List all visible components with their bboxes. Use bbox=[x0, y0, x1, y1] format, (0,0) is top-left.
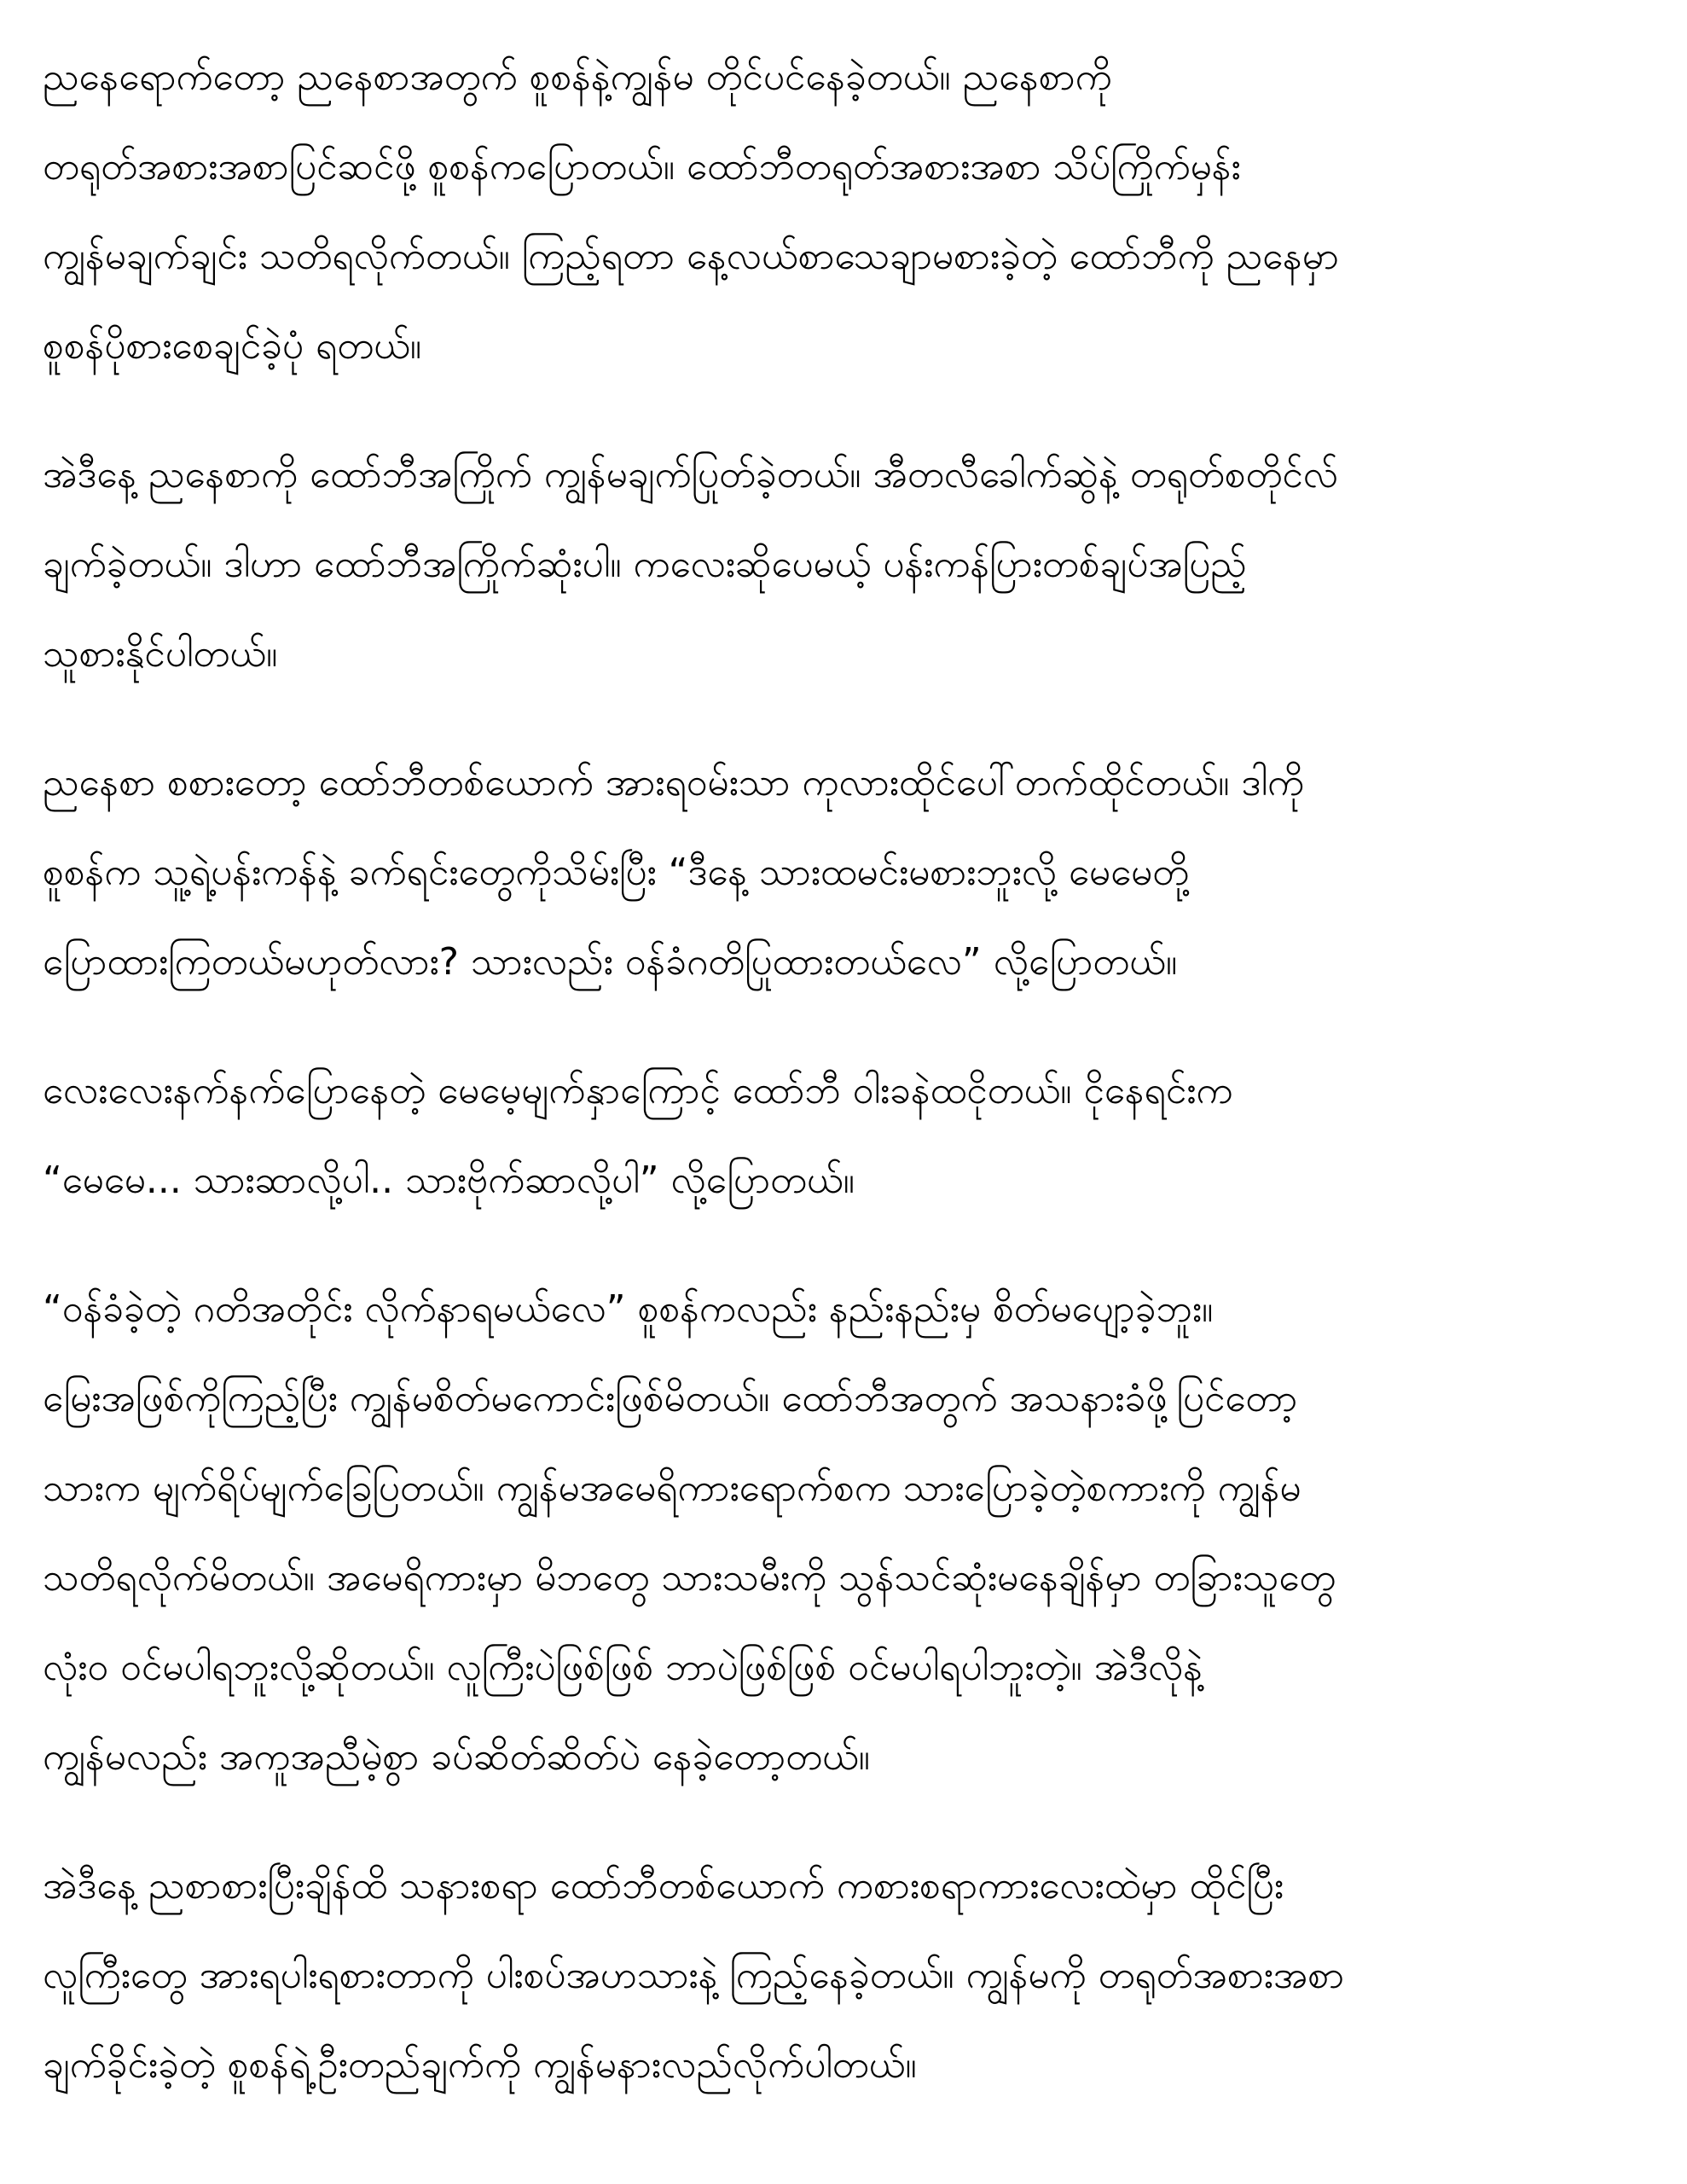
paragraph-line: ချက်ခိုင်းခဲ့တဲ့ စူစန်ရဲ့ဦးတည်ချက်ကို ကျွန်မနားလည်လိုက်ပါတယ်။ bbox=[43, 2043, 917, 2087]
paragraph-3 bbox=[43, 738, 1644, 1007]
paragraph-line: အဲဒီနေ့ ညနေစာကို ထော်ဘီအကြိုက် ကျွန်မချက်ပြုတ်ခဲ့တယ်။ အီတလီခေါက်ဆွဲနဲ့ တရုတ်စတိုင်လ် bbox=[43, 453, 1339, 497]
paragraph-line: လူကြီးတွေ အားရပါးရစားတာကို ပါးစပ်အဟသားနဲ့ ကြည့်နေခဲ့တယ်။ ကျွန်မကို တရုတ်အစားအစာ bbox=[43, 1954, 1345, 1997]
paragraph-line: ပြောထားကြတယ်မဟုတ်လား? သားလည်း ဝန်ခံဂတိပြုထားတယ်လေ” လို့ပြောတယ်။ bbox=[43, 940, 1178, 984]
paragraph-line: ကျွန်မလည်း အကူအညီမဲ့စွာ ခပ်ဆိတ်ဆိတ်ပဲ နေခဲ့တော့တယ်။ bbox=[43, 1735, 870, 1779]
paragraph-line: သူစားနိုင်ပါတယ်။ bbox=[43, 632, 278, 676]
paragraph-4 bbox=[43, 1046, 1644, 1225]
paragraph-line: “ဝန်ခံခဲ့တဲ့ ဂတိအတိုင်း လိုက်နာရမယ်လေ” စူစန်ကလည်း နည်းနည်းမှ စိတ်မပျော့ခဲ့ဘူး။ bbox=[43, 1287, 1214, 1331]
paragraph-6 bbox=[43, 1841, 1644, 2110]
paragraph-line: အဲဒီနေ့ ညစာစားပြီးချိန်ထိ သနားစရာ ထော်ဘီတစ်ယောက် ကစားစရာကားလေးထဲမှာ ထိုင်ပြီး bbox=[43, 1864, 1284, 1908]
paragraph-2 bbox=[43, 430, 1644, 699]
paragraph-line: ညနေရောက်တော့ ညနေစာအတွက် စူစန်နဲ့ကျွန်မ တိုင်ပင်နေခဲ့တယ်။ ညနေစာကို bbox=[43, 55, 1112, 99]
paragraph-line: သားက မျက်ရိပ်မျက်ခြေပြတယ်။ ကျွန်မအမေရိကားရောက်စက သားပြောခဲ့တဲ့စကားကို ကျွန်မ bbox=[43, 1467, 1301, 1510]
paragraph-1 bbox=[43, 32, 1644, 391]
paragraph-line: လုံးဝ ဝင်မပါရဘူးလို့ဆိုတယ်။ လူကြီးပဲဖြစ်ဖြစ် ဘာပဲဖြစ်ဖြစ် ဝင်မပါရပါဘူးတဲ့။ အဲဒီလိုနဲ့ bbox=[43, 1646, 1203, 1689]
paragraph-line: မြေးအဖြစ်ကိုကြည့်ပြီး ကျွန်မစိတ်မကောင်းဖြစ်မိတယ်။ ထော်ဘီအတွက် အသနားခံဖို့ပြင်တော့ bbox=[43, 1377, 1298, 1420]
paragraph-line: စူစန်က သူ့ရဲ့ပန်းကန်နဲ့ ခက်ရင်းတွေကိုသိမ်းပြီး “ဒီနေ့ သားထမင်းမစားဘူးလို့ မေမေတို့ bbox=[43, 851, 1189, 894]
paragraph-line: ညနေစာ စစားတော့ ထော်ဘီတစ်ယောက် အားရဝမ်းသာ ကုလားထိုင်ပေါ်တက်ထိုင်တယ်။ ဒါကို bbox=[43, 761, 1305, 804]
paragraph-line: သတိရလိုက်မိတယ်။ အမေရိကားမှာ မိဘတွေ သားသမီးကို သွန်သင်ဆုံးမနေချိန်မှာ တခြားသူတွေ bbox=[43, 1556, 1336, 1600]
paragraph-line: ကျွန်မချက်ချင်း သတိရလိုက်တယ်။ ကြည့်ရတာ နေ့လယ်စာသေချာမစားခဲ့တဲ့ ထော်ဘီကို ညနေမှာ bbox=[43, 235, 1339, 278]
paragraph-line: လေးလေးနက်နက်ပြောနေတဲ့ မေမေ့မျက်နှာကြောင့် ထော်ဘီ ဝါးခနဲထငိုတယ်။ ငိုနေရင်းက bbox=[43, 1069, 1233, 1112]
paragraph-line: စူစန်ပိုစားစေချင်ခဲ့ပုံ ရတယ်။ bbox=[43, 324, 422, 368]
paragraph-line: တရုတ်အစားအစာပြင်ဆင်ဖို့ စူစန်ကပြောတယ်။ ထော်ဘီတရုတ်အစားအစာ သိပ်ကြိုက်မှန်း bbox=[43, 145, 1241, 189]
paragraph-line: ချက်ခဲ့တယ်။ ဒါဟာ ထော်ဘီအကြိုက်ဆုံးပါ။ ကလေးဆိုပေမယ့် ပန်းကန်ပြားတစ်ချပ်အပြည့် bbox=[43, 543, 1247, 586]
paragraph-5 bbox=[43, 1264, 1644, 1802]
paragraph-line: “မေမေ... သားဆာလို့ပါ.. သားဗိုက်ဆာလို့ပါ” လို့ပြောတယ်။ bbox=[43, 1159, 855, 1202]
